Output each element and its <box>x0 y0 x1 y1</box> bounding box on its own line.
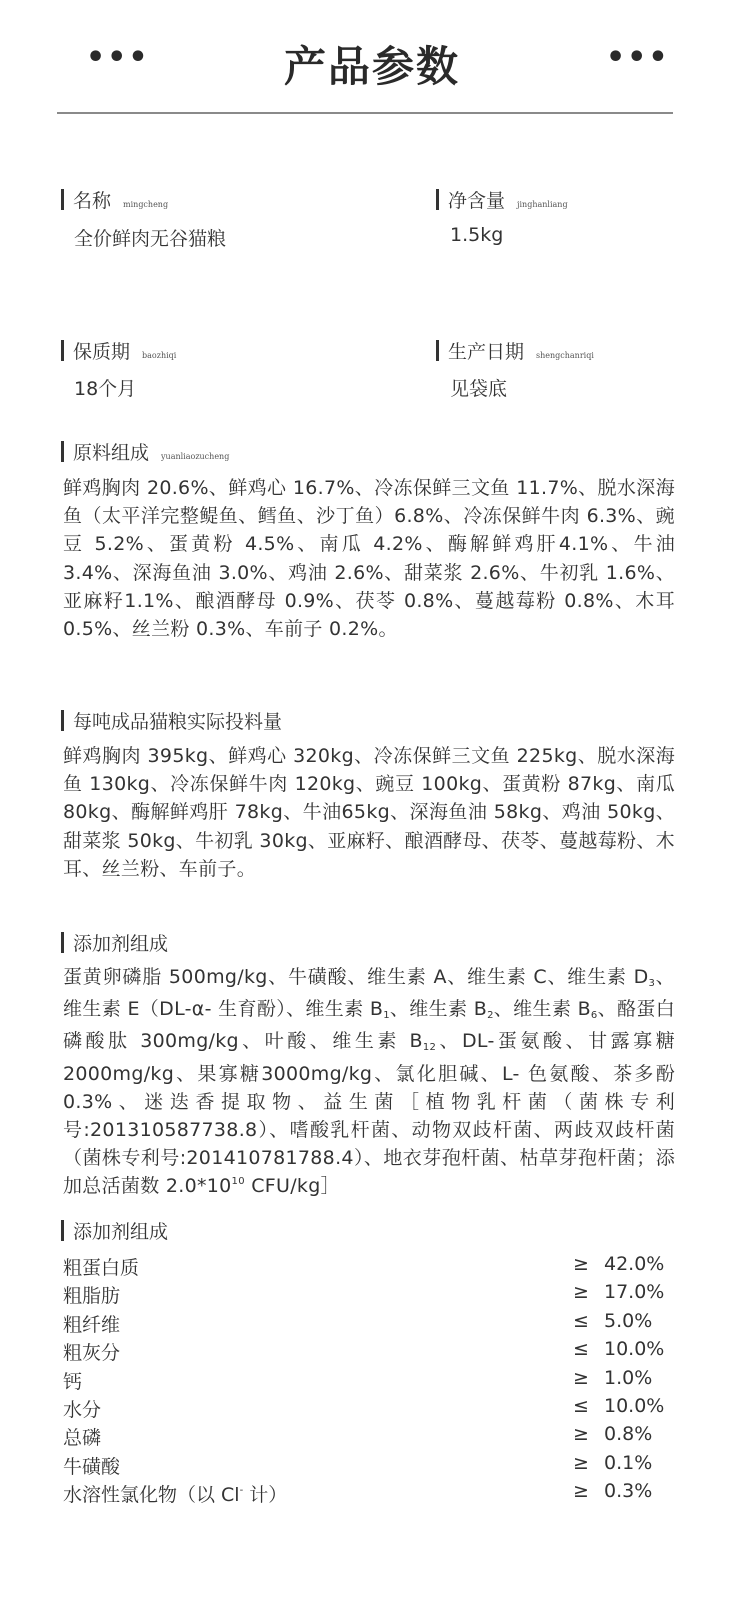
production-date-label <box>436 337 594 364</box>
name-label-text: 名称 <box>73 190 112 212</box>
ingredients-label-text: 原料组成 <box>73 442 150 464</box>
label-bar <box>436 189 439 210</box>
ingredients-pinyin: yuanliaozucheng <box>161 452 230 461</box>
comparison-operator: ≤ <box>573 1394 589 1417</box>
shelf-life-pinyin: baozhiqi <box>142 351 177 360</box>
additives-text-part: 、酪蛋白磷酸肽 300mg/kg、叶酸、维生素 B <box>63 998 675 1053</box>
decorative-dots-right: ••• <box>606 40 670 75</box>
nutrient-value: 1.0% <box>604 1366 653 1389</box>
subscript: 1 <box>383 1010 390 1022</box>
production-date-pinyin: shengchanriqi <box>536 351 594 360</box>
label-bar <box>61 932 64 953</box>
comparison-operator: ≤ <box>573 1338 589 1361</box>
additives-text-part: 、维生素 B <box>493 998 591 1021</box>
header-divider <box>57 112 673 114</box>
label-bar <box>61 1220 64 1241</box>
comparison-operator: ≥ <box>573 1423 589 1446</box>
per-ton-text: 鲜鸡胸肉 395kg、鲜鸡心 320kg、冷冻保鲜三文鱼 225kg、脱水深海鱼 130kg、冷冻保鲜牛肉 120kg、豌豆 100kg、蛋黄粉 87kg、南瓜 80kg、酶解鲜鸡肝 78kg、牛油65kg、深海鱼油 58kg、鸡油 50kg、甜菜浆 50kg、牛初乳 30kg、亚麻籽、酿酒酵母、茯苓、蔓越莓粉、木耳、丝兰粉、车前子。 <box>63 745 675 880</box>
analysis-table <box>63 1251 675 1507</box>
subscript: 2 <box>487 1010 494 1022</box>
label-bar <box>61 340 64 361</box>
shelf-life-label-text: 保质期 <box>73 341 131 363</box>
production-date-value: 见袋底 <box>450 378 508 400</box>
superscript: 10 <box>231 1176 245 1188</box>
additives-text <box>63 963 675 1205</box>
nutrient-value: 10.0% <box>604 1394 665 1417</box>
shelf-life-value: 18个月 <box>74 378 137 400</box>
table-row <box>63 1478 675 1506</box>
name-value: 全价鲜肉无谷猫粮 <box>74 228 227 250</box>
table-row <box>63 1450 675 1478</box>
shelf-life-label <box>61 337 176 364</box>
additives-text-part: 、DL-蛋氨酸、甘露寡糖2000mg/kg、果寡糖3000mg/kg、氯化胆碱、L- 色氨酸、茶多酚 0.3%、迷迭香提取物、益生菌［植物乳杆菌（菌株专利号:201310587738.8）、嗜酸乳杆菌、动物双歧杆菌、两歧双歧杆菌（菌株专利号:201410781788.4）、地衣芽孢杆菌、枯草芽孢杆菌；添加总活菌数 2.0*10 <box>63 1030 675 1198</box>
additives-text-part: 、维生素 E（DL-α- 生育酚）、维生素 B <box>63 966 675 1021</box>
nutrient-value: 0.3% <box>604 1480 653 1503</box>
nutrient-value: 17.0% <box>604 1281 665 1304</box>
net-weight-label <box>436 186 568 213</box>
comparison-operator: ≥ <box>573 1253 589 1275</box>
comparison-operator: ≤ <box>573 1309 589 1332</box>
name-pinyin: mingcheng <box>123 200 169 209</box>
table-row <box>63 1279 675 1307</box>
additives-text-part: 蛋黄卵磷脂 500mg/kg、牛磺酸、维生素 A、维生素 C、维生素 D <box>63 966 649 988</box>
superscript: - <box>239 1485 244 1497</box>
additives-text-part: 、维生素 B <box>389 998 488 1021</box>
label-bar <box>61 441 64 462</box>
comparison-operator: ≥ <box>573 1480 589 1503</box>
name-label <box>61 186 168 213</box>
nutrient-value: 10.0% <box>604 1338 665 1361</box>
nutrient-value: 0.8% <box>604 1423 653 1446</box>
additives-text-part: CFU/kg］ <box>244 1175 340 1198</box>
per-ton-label <box>61 707 282 734</box>
comparison-operator: ≥ <box>573 1366 589 1389</box>
nutrient-name: 水分 <box>63 1398 102 1421</box>
nutrient-name: 粗脂肪 <box>63 1285 121 1308</box>
nutrient-name: 粗蛋白质 <box>63 1257 140 1279</box>
ingredients-text: 鲜鸡胸肉 20.6%、鲜鸡心 16.7%、冷冻保鲜三文鱼 11.7%、脱水深海鱼（太平洋完整鳀鱼、鳕鱼、沙丁鱼）6.8%、冷冻保鲜牛肉 6.3%、豌豆 5.2%、蛋黄粉 4.5%、南瓜 4.2%、酶解鲜鸡肝4.1%、牛油 3.4%、深海鱼油 3.0%、鸡油 2.6%、甜菜浆 2.6%、牛初乳 1.6%、亚麻籽1.1%、酿酒酵母 0.9%、茯苓 0.8%、蔓越莓粉 0.8%、木耳 0.5%、丝兰粉 0.3%、车前子 0.2%。 <box>63 477 675 641</box>
decorative-dots-left: ••• <box>86 40 150 75</box>
additives-label <box>61 929 168 956</box>
per-ton-label-text: 每吨成品猫粮实际投料量 <box>73 711 283 733</box>
net-weight-pinyin: jinghanliang <box>517 200 568 209</box>
nutrient-name-tail: 计） <box>243 1484 288 1507</box>
label-bar <box>436 340 439 361</box>
subscript: 12 <box>422 1042 437 1054</box>
nutrient-name: 总磷 <box>63 1427 102 1450</box>
label-bar <box>61 710 64 731</box>
page-header <box>0 0 744 116</box>
comparison-operator: ≥ <box>573 1281 589 1304</box>
analysis-label-text: 添加剂组成 <box>73 1221 169 1243</box>
table-row <box>63 1421 675 1449</box>
subscript: 6 <box>590 1010 598 1022</box>
nutrient-name: 牛磺酸 <box>63 1455 121 1478</box>
nutrient-name-text: 水溶性氯化物（以 Cl <box>63 1484 240 1507</box>
nutrient-value: 0.1% <box>604 1451 653 1474</box>
table-row <box>63 1308 675 1336</box>
analysis-label <box>61 1217 168 1244</box>
nutrient-name <box>63 1480 287 1507</box>
nutrient-name: 粗纤维 <box>63 1313 121 1336</box>
comparison-operator: ≥ <box>573 1451 589 1474</box>
table-row <box>63 1365 675 1393</box>
production-date-label-text: 生产日期 <box>448 341 525 363</box>
net-weight-value: 1.5kg <box>450 224 504 246</box>
additives-label-text: 添加剂组成 <box>73 933 169 955</box>
label-bar <box>61 189 64 210</box>
ingredients-label <box>61 438 229 465</box>
table-row <box>63 1336 675 1364</box>
nutrient-name: 粗灰分 <box>63 1342 121 1365</box>
nutrient-name: 钙 <box>63 1370 83 1393</box>
page-title: 产品参数 <box>283 42 460 91</box>
nutrient-value: 5.0% <box>604 1309 653 1332</box>
subscript: 3 <box>648 978 656 989</box>
table-row <box>63 1251 675 1279</box>
nutrient-value: 42.0% <box>604 1253 665 1275</box>
table-row <box>63 1393 675 1421</box>
net-weight-label-text: 净含量 <box>448 190 506 212</box>
